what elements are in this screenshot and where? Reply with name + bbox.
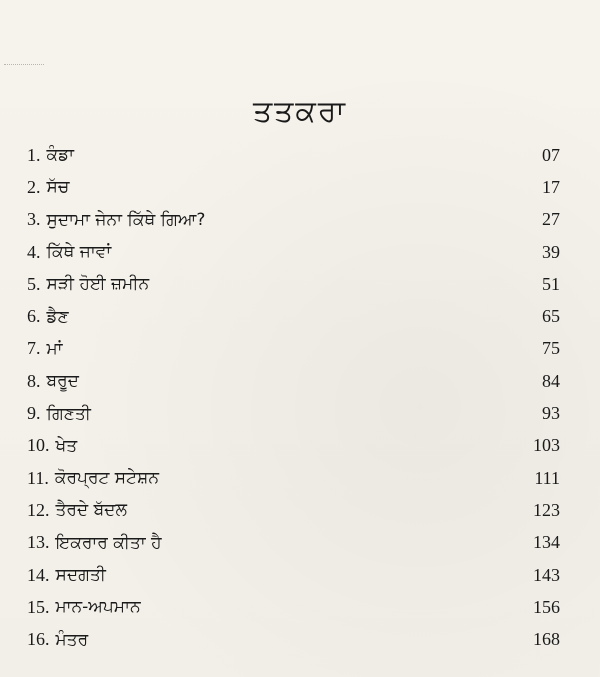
- toc-entry-title: [27, 468, 159, 489]
- toc-entry-label: ਸੁਦਾਮਾ ਜੇਨਾ ਕਿੱਥੇ ਗਿਆ?: [46, 209, 206, 230]
- toc-entry: [27, 494, 560, 526]
- toc-entry: [27, 623, 560, 655]
- toc-entry-label: ਮਾਨ-ਅਪਮਾਨ: [55, 597, 141, 618]
- toc-entry: [27, 527, 560, 559]
- toc-entry-number: 15.: [27, 596, 50, 617]
- toc-entry-page-number: 123: [533, 499, 560, 520]
- toc-entry-title: [27, 306, 69, 327]
- toc-entry-page-number: 07: [542, 144, 560, 165]
- toc-entry-title: [27, 274, 149, 295]
- toc-entry-number: 12.: [27, 499, 50, 520]
- toc-entry-title: [27, 532, 162, 553]
- toc-entry-number: 2.: [27, 176, 41, 197]
- toc-entry-label: ਮਾਂ: [46, 338, 63, 359]
- toc-entry-number: 9.: [27, 403, 41, 424]
- toc-entry-page-number: 156: [533, 596, 560, 617]
- toc-entry-number: 3.: [27, 209, 41, 230]
- toc-entry-page-number: 111: [534, 467, 560, 488]
- toc-entry-title: [27, 565, 106, 586]
- toc-entry-page-number: 84: [542, 370, 560, 391]
- toc-entry-label: ਇਕਰਾਰ ਕੀਤਾ ਹੈ: [55, 532, 162, 553]
- toc-entry-page-number: 143: [533, 564, 560, 585]
- toc-entry-page-number: 103: [533, 435, 560, 456]
- toc-entry-number: 8.: [27, 370, 41, 391]
- toc-entry: [27, 397, 560, 429]
- toc-entry-page-number: 168: [533, 629, 560, 650]
- toc-entry-title: [27, 629, 88, 650]
- toc-entry-page-number: 17: [542, 176, 560, 197]
- toc-entry-number: 4.: [27, 241, 41, 262]
- toc-entry-title: [27, 338, 63, 359]
- toc-entry-number: 6.: [27, 306, 41, 327]
- toc-entry-page-number: 27: [542, 209, 560, 230]
- toc-entry-number: 5.: [27, 273, 41, 294]
- toc-entry-page-number: 134: [533, 532, 560, 553]
- toc-entry: [27, 171, 560, 203]
- toc-entry: [27, 559, 560, 591]
- toc-entry-label: ਬਰੂਦ: [46, 371, 79, 392]
- toc-entry-title: [27, 209, 205, 230]
- toc-entry-title: [27, 371, 79, 392]
- toc-entry-page-number: 75: [542, 338, 560, 359]
- toc-entry-label: ਖੇਤ: [55, 435, 78, 456]
- toc-entry-label: ਕੋਰਪ੍ਰਟ ਸਟੇਸ਼ਨ: [54, 468, 159, 489]
- toc-entry-page-number: 93: [542, 403, 560, 424]
- toc-entry-page-number: 51: [542, 273, 560, 294]
- toc-entry-label: ਡੈਣ: [46, 306, 69, 327]
- toc-entry-page-number: 65: [542, 306, 560, 327]
- toc-entry: [27, 300, 560, 332]
- toc-entry-number: 16.: [27, 629, 50, 650]
- toc-entry-title: [27, 500, 127, 521]
- toc-entry-number: 11.: [27, 467, 49, 488]
- toc-entry-number: 7.: [27, 338, 41, 359]
- toc-entry-label: ਤੈਰਦੇ ਬੱਦਲ: [55, 500, 127, 521]
- toc-entry: [27, 462, 560, 494]
- toc-entry: [27, 365, 560, 397]
- toc-entry-number: 1.: [27, 144, 41, 165]
- toc-entry-label: ਕੰਡਾ: [46, 145, 75, 166]
- table-of-contents: [27, 139, 560, 656]
- page-title: ਤਤਕਰਾ: [252, 94, 348, 130]
- toc-entry: [27, 591, 560, 623]
- toc-entry-label: ਸਦਗਤੀ: [55, 565, 106, 585]
- scan-mark: [4, 64, 44, 67]
- toc-entry-title: [27, 597, 141, 618]
- toc-entry-title: [27, 177, 69, 198]
- toc-entry-title: [27, 403, 91, 424]
- toc-entry-number: 13.: [27, 532, 50, 553]
- toc-entry: [27, 268, 560, 300]
- toc-entry-title: [27, 242, 111, 263]
- toc-entry-title: [27, 145, 74, 166]
- toc-entry-number: 14.: [27, 564, 50, 585]
- toc-entry-number: 10.: [27, 435, 50, 456]
- toc-entry: [27, 204, 560, 236]
- toc-entry-label: ਸੱਚ: [46, 177, 70, 198]
- toc-entry-page-number: 39: [542, 241, 560, 262]
- toc-entry-label: ਕਿੱਥੇ ਜਾਵਾਂ: [46, 242, 112, 263]
- toc-entry: [27, 139, 560, 171]
- toc-entry-label: ਮੰਤਰ: [55, 629, 89, 650]
- toc-entry-label: ਸੜੀ ਹੋਈ ਜ਼ਮੀਨ: [46, 274, 150, 295]
- toc-entry: [27, 333, 560, 365]
- toc-entry-label: ਗਿਣਤੀ: [46, 403, 91, 424]
- toc-entry-title: [27, 435, 77, 456]
- toc-entry: [27, 430, 560, 462]
- toc-entry: [27, 236, 560, 268]
